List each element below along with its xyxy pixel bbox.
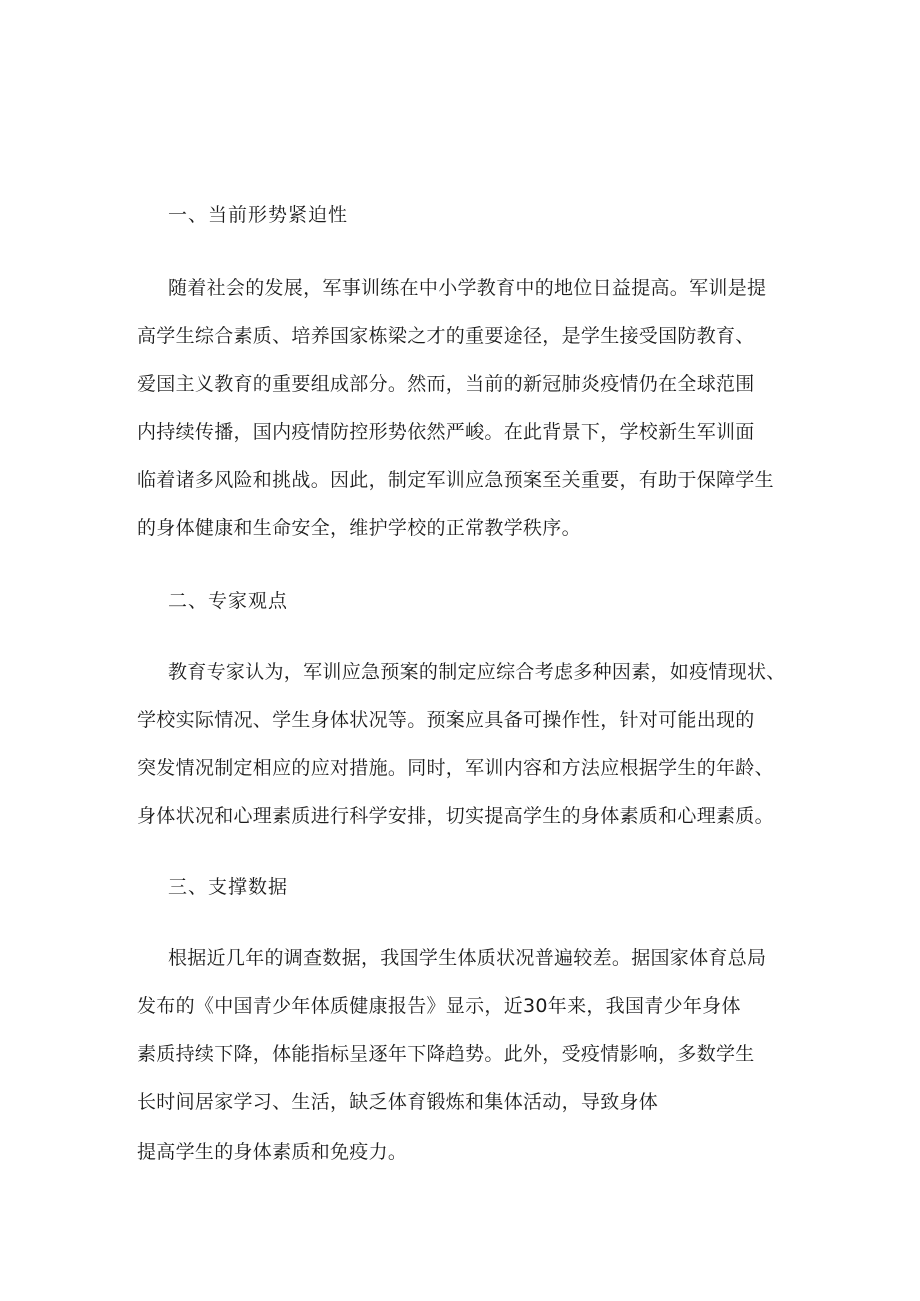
paragraph-line: 的身体健康和生命安全，维护学校的正常教学秩序。: [137, 517, 581, 539]
paragraph-line: 高学生综合素质、培养国家栋梁之才的重要途径，是学生接受国防教育、: [137, 325, 755, 347]
paragraph-line: 提高学生的身体素质和免疫力。: [137, 1141, 408, 1163]
paragraph-line: 突发情况制定相应的应对措施。同时，军训内容和方法应根据学生的年龄、: [137, 757, 774, 779]
paragraph-line: 内持续传播，国内疫情防控形势依然严峻。在此背景下，学校新生军训面: [137, 421, 755, 443]
section-heading-2: 二、专家观点: [168, 590, 289, 612]
paragraph-line: 发布的《中国青少年体质健康报告》显示，近30年来，我国青少年身体: [137, 995, 741, 1017]
paragraph-line: 教育专家认为，军训应急预案的制定应综合考虑多种因素，如疫情现状、: [168, 661, 786, 683]
paragraph-line: 随着社会的发展，军事训练在中小学教育中的地位日益提高。军训是提: [168, 277, 767, 299]
section-heading-1: 一、当前形势紧迫性: [168, 204, 349, 226]
paragraph-line: 长时间居家学习、生活，缺乏体育锻炼和集体活动，导致身体: [137, 1091, 659, 1113]
section-heading-3: 三、支撑数据: [168, 876, 289, 898]
paragraph-line: 身体状况和心理素质进行科学安排，切实提高学生的身体素质和心理素质。: [137, 805, 774, 827]
paragraph-line: 临着诸多风险和挑战。因此，制定军训应急预案至关重要，有助于保障学生: [137, 469, 774, 491]
paragraph-line: 根据近几年的调查数据，我国学生体质状况普遍较差。据国家体育总局: [168, 947, 767, 969]
paragraph-line: 素质持续下降，体能指标呈逐年下降趋势。此外，受疫情影响，多数学生: [137, 1043, 755, 1065]
paragraph-line: 爱国主义教育的重要组成部分。然而，当前的新冠肺炎疫情仍在全球范围: [137, 373, 755, 395]
paragraph-line: 学校实际情况、学生身体状况等。预案应具备可操作性，针对可能出现的: [137, 709, 755, 731]
